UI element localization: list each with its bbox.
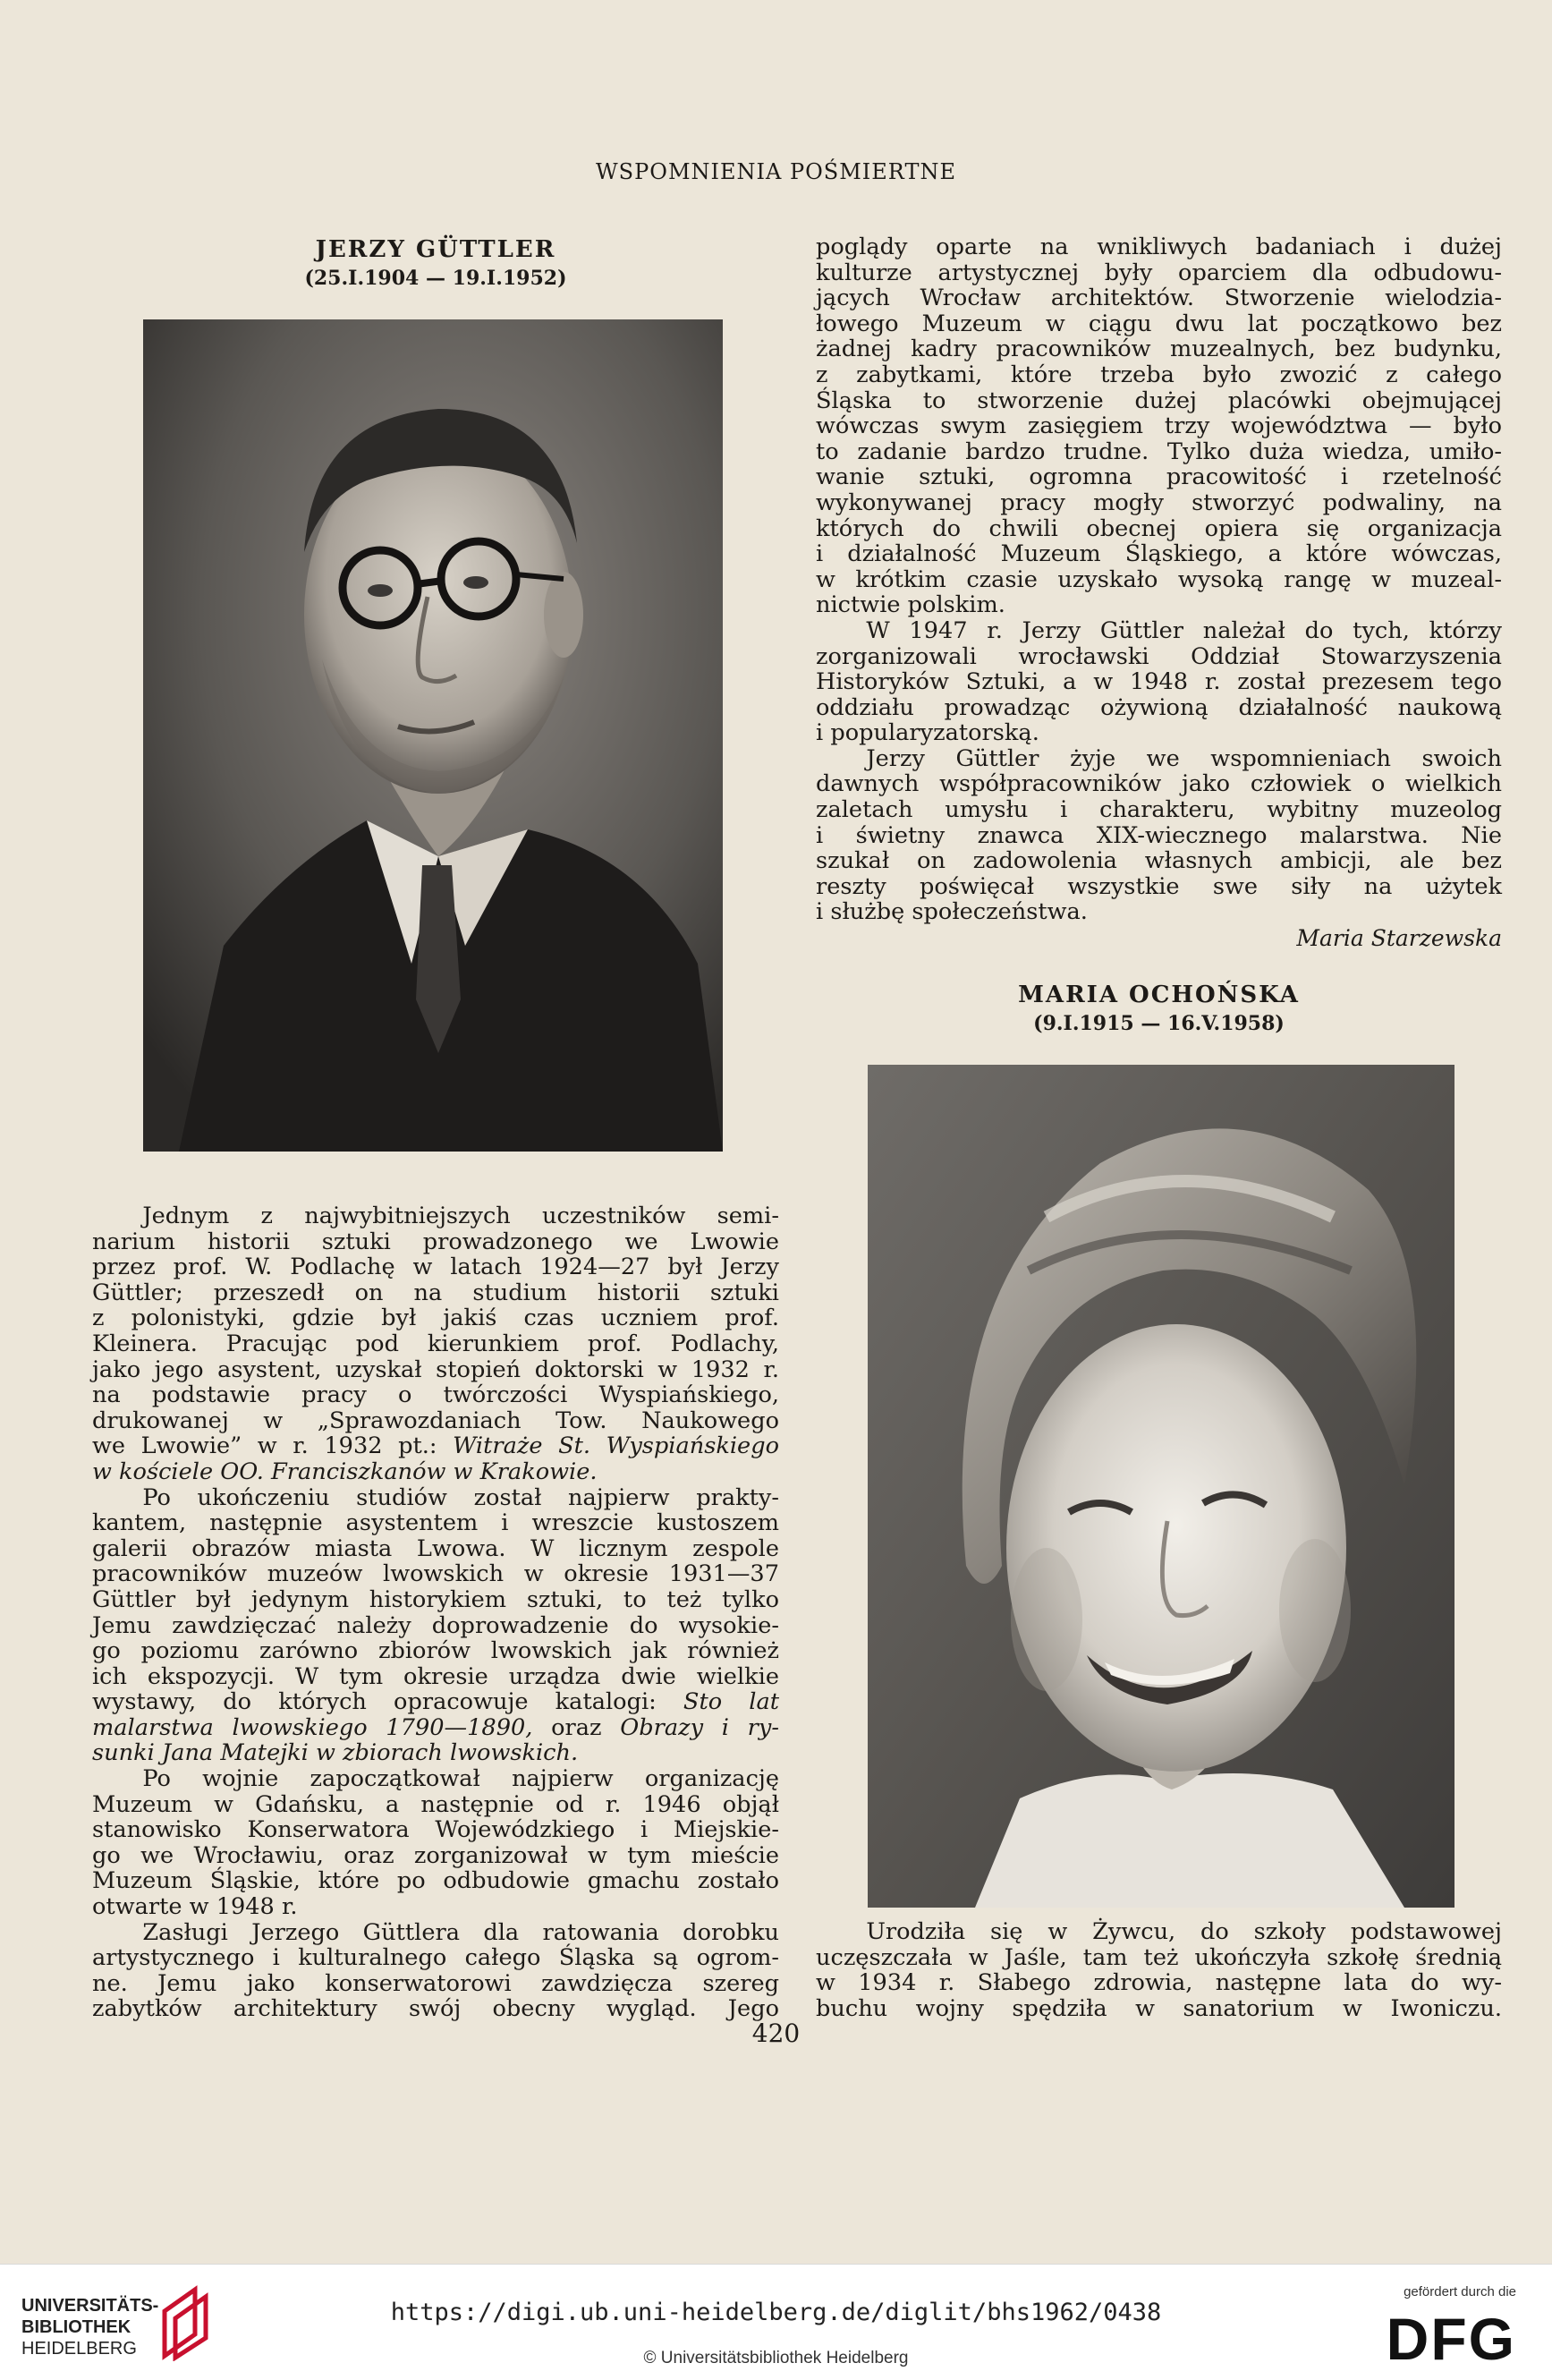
text-line: Urodziła się w Żywcu, do szkoły podstawowej: [866, 1918, 1502, 1945]
text-line: uczęszczała w Jaśle, tam też ukończyła szkołę średnią: [816, 1943, 1502, 1971]
funding-label: gefördert durch die: [1404, 2284, 1516, 2299]
text-line: i popularyzatorską.: [816, 719, 1039, 747]
text-line: z zabytkami, które trzeba było zwozić z całego: [816, 361, 1502, 388]
text-line: i świetny znawca XIX-wiecznego malarstwa. Nie: [816, 821, 1502, 849]
article1-body-left: [92, 1203, 779, 2022]
dfg-logo: DFG: [1386, 2306, 1516, 2372]
running-head: WSPOMNIENIA POŚMIERTNE: [596, 159, 956, 184]
page-number: 420: [751, 2019, 801, 2048]
article2-header: [816, 980, 1502, 1037]
text-line: poglądy oparte na wnikliwych badaniach i dużej: [816, 234, 1502, 260]
text-line: przez prof. W. Podlachę w latach 1924—27 był Jerzy: [92, 1254, 779, 1281]
permalink-url[interactable]: https://digi.ub.uni-heidelberg.de/diglit/bhs1962/0438: [390, 2299, 1162, 2326]
text-line: stanowisko Konserwatora Wojewódzkiego i Miejskie-: [92, 1816, 779, 1844]
library-name-line-3: HEIDELBERG: [21, 2339, 137, 2359]
text-line: zorganizowali wrocławski Oddział Stowarzyszenia: [816, 642, 1502, 670]
article2-body: [816, 1919, 1502, 2021]
text-line: jących Wrocław architektów. Stworzenie wielodzia-: [816, 285, 1502, 312]
copyright-notice: © Universitätsbibliothek Heidelberg: [643, 2349, 909, 2367]
article2-paragraph-1: [816, 1919, 1502, 2021]
text-line: pracowników muzeów lwowskich w okresie 1931—37: [92, 1560, 779, 1588]
text-line: [92, 1689, 779, 1715]
text-line: wówczas swym zasięgiem trzy województwa — było: [816, 412, 1502, 440]
text-line: Jednym z najwybitniejszych uczestników semi-: [142, 1203, 779, 1229]
work-title: Sto lat: [683, 1688, 780, 1716]
text-line: drukowanej w „Sprawozdaniach Tow. Naukowego: [92, 1407, 779, 1434]
text-line: Güttler; przeszedł on na studium historii sztuki: [92, 1279, 779, 1306]
text-line: to zadanie bardzo trudne. Tylko duża wiedza, umiło-: [816, 438, 1502, 465]
text-line: z polonistyki, gdzie był jakiś czas uczniem prof.: [92, 1305, 779, 1332]
text-line: ich ekspozycji. W tym okresie urządza dwie wielkie: [92, 1662, 779, 1690]
article1-paragraph-2: [92, 1485, 779, 1767]
text-line: artystycznego i kulturalnego całego Śląska są ogrom-: [92, 1944, 779, 1972]
text-line: na podstawie pracy o twórczości Wyspiańskiego,: [92, 1381, 779, 1409]
work-title: Witraże St. Wyspiańskiego: [453, 1432, 779, 1460]
text-line: Muzeum w Gdańsku, a następnie od r. 1946 objął: [92, 1790, 779, 1818]
text-line: [92, 1433, 779, 1459]
article1-header: [92, 234, 779, 292]
article1-paragraph-5: [816, 234, 1502, 618]
text-line: Po ukończeniu studiów został najpierw prakty-: [142, 1483, 779, 1511]
text-line: wykonywanej pracy mogły stworzyć podwaliny, na: [816, 489, 1502, 516]
text-line: nictwie polskim.: [816, 591, 1005, 619]
text-line: kantem, następnie asystentem i wreszcie kustoszem: [92, 1509, 779, 1537]
article2-dates: (9.I.1915 — 16.V.1958): [1033, 1012, 1285, 1035]
portrait-jerzy-guttler: [143, 319, 723, 1152]
library-name-line-2: BIBLIOTHEK: [21, 2317, 131, 2337]
text-line: wanie sztuki, ogromna pracowitość i rzetelność: [816, 463, 1502, 491]
library-name-line-1: UNIVERSITÄTS-: [21, 2296, 159, 2316]
text-line: dawnych współpracowników jako człowiek o wielkich: [816, 770, 1502, 798]
text-line: [92, 1740, 779, 1766]
text-line: zaletach umysłu i charakteru, wybitny muzeolog: [816, 796, 1502, 824]
text-line: oddziału prowadząc ożywioną działalność naukową: [816, 693, 1502, 721]
text-line: Jemu zawdzięczać należy doprowadzenie do wysokie-: [92, 1611, 779, 1639]
text-line: zabytków architektury swój obecny wygląd. Jego: [92, 1995, 779, 2023]
article1-paragraph-1: [92, 1203, 779, 1485]
text-line: [92, 1715, 779, 1741]
work-title: w kościele OO. Franciszkanów w Krakowie.: [92, 1458, 598, 1485]
text-line: ne. Jemu jako konserwatorowi zawdzięcza szereg: [92, 1969, 779, 1997]
portrait-maria-ochonska-image: [868, 1065, 1454, 1908]
work-title: sunki Jana Matejki w zbiorach lwowskich.: [92, 1739, 579, 1767]
text-line: W 1947 r. Jerzy Güttler należał do tych, którzy: [866, 616, 1502, 644]
text-line: galerii obrazów miasta Lwowa. W licznym zespole: [92, 1534, 779, 1562]
article1-paragraph-3: [92, 1766, 779, 1920]
work-title: malarstwa lwowskiego 1790—1890,: [92, 1713, 533, 1741]
text-line: żadnej kadry pracowników muzealnych, bez budynku,: [816, 336, 1502, 363]
text-line: kulturze artystycznej były oparciem dla odbudowu-: [816, 259, 1502, 286]
text-line: Po wojnie zapoczątkował najpierw organizację: [142, 1765, 779, 1793]
article1-body-right: [816, 234, 1502, 952]
text-segment: we Lwowie” w r. 1932 pt.:: [92, 1432, 437, 1460]
text-line: go poziomu zarówno zbiorów lwowskich jak również: [92, 1637, 779, 1665]
work-title: Obrazy i ry-: [620, 1713, 779, 1741]
text-segment: wystawy, do których opracowuje katalogi:: [92, 1688, 657, 1716]
text-line: szukał on zadowolenia własnych ambicji, ale bez: [816, 847, 1502, 875]
article1-name: JERZY GÜTTLER: [315, 236, 556, 263]
viewer-footer: [0, 2264, 1552, 2380]
author-signature: Maria Starzewska: [1296, 925, 1502, 952]
text-line: Jerzy Güttler żyje we wspomnieniach swoich: [866, 744, 1502, 772]
text-line: i służbę społeczeństwa.: [816, 898, 1088, 926]
text-line: w 1934 r. Słabego zdrowia, następne lata do wy-: [816, 1969, 1502, 1997]
text-line: w krótkim czasie uzyskało wysoką rangę w muzeal-: [816, 565, 1502, 593]
text-segment: oraz: [551, 1713, 602, 1741]
text-line: Zasługi Jerzego Güttlera dla ratowania dorobku: [142, 1918, 779, 1946]
portrait-jerzy-guttler-image: [143, 319, 723, 1152]
text-line: Kleinera. Pracując pod kierunkiem prof. Podlachy,: [92, 1330, 779, 1357]
text-line: Śląska to stworzenie dużej placówki obejmującej: [816, 387, 1502, 414]
text-line: go we Wrocławiu, oraz zorganizował w tym mieście: [92, 1841, 779, 1869]
text-line: Güttler był jedynym historykiem sztuki, to też tylko: [92, 1585, 779, 1613]
article1-paragraph-6: [816, 618, 1502, 746]
text-line: łowego Muzeum w ciągu dwu lat początkowo bez: [816, 310, 1502, 337]
article1-paragraph-4: [92, 1920, 779, 2022]
article2-name: MARIA OCHOŃSKA: [1018, 982, 1300, 1008]
text-line: których do chwili obecnej opiera się organizacja: [816, 514, 1502, 542]
text-line: otwarte w 1948 r.: [92, 1893, 298, 1921]
text-line: Historyków Sztuki, a w 1948 r. został prezesem tego: [816, 668, 1502, 696]
text-line: i działalność Muzeum Śląskiego, a które wówczas,: [816, 540, 1502, 568]
text-line: narium historii sztuki prowadzonego we Lwowie: [92, 1228, 779, 1255]
text-line: reszty poświęcał wszystkie swe siły na użytek: [816, 872, 1502, 900]
text-line: buchu wojny spędziła w sanatorium w Iwoniczu.: [816, 1994, 1502, 2022]
text-line: jako jego asystent, uzyskał stopień doktorski w 1932 r.: [92, 1356, 779, 1383]
article1-dates: (25.I.1904 — 19.I.1952): [304, 267, 567, 290]
portrait-maria-ochonska: [868, 1065, 1454, 1908]
text-line: [92, 1459, 779, 1485]
text-line: Muzeum Śląskie, które po odbudowie gmachu zostało: [92, 1867, 779, 1895]
article1-paragraph-7: [816, 746, 1502, 925]
